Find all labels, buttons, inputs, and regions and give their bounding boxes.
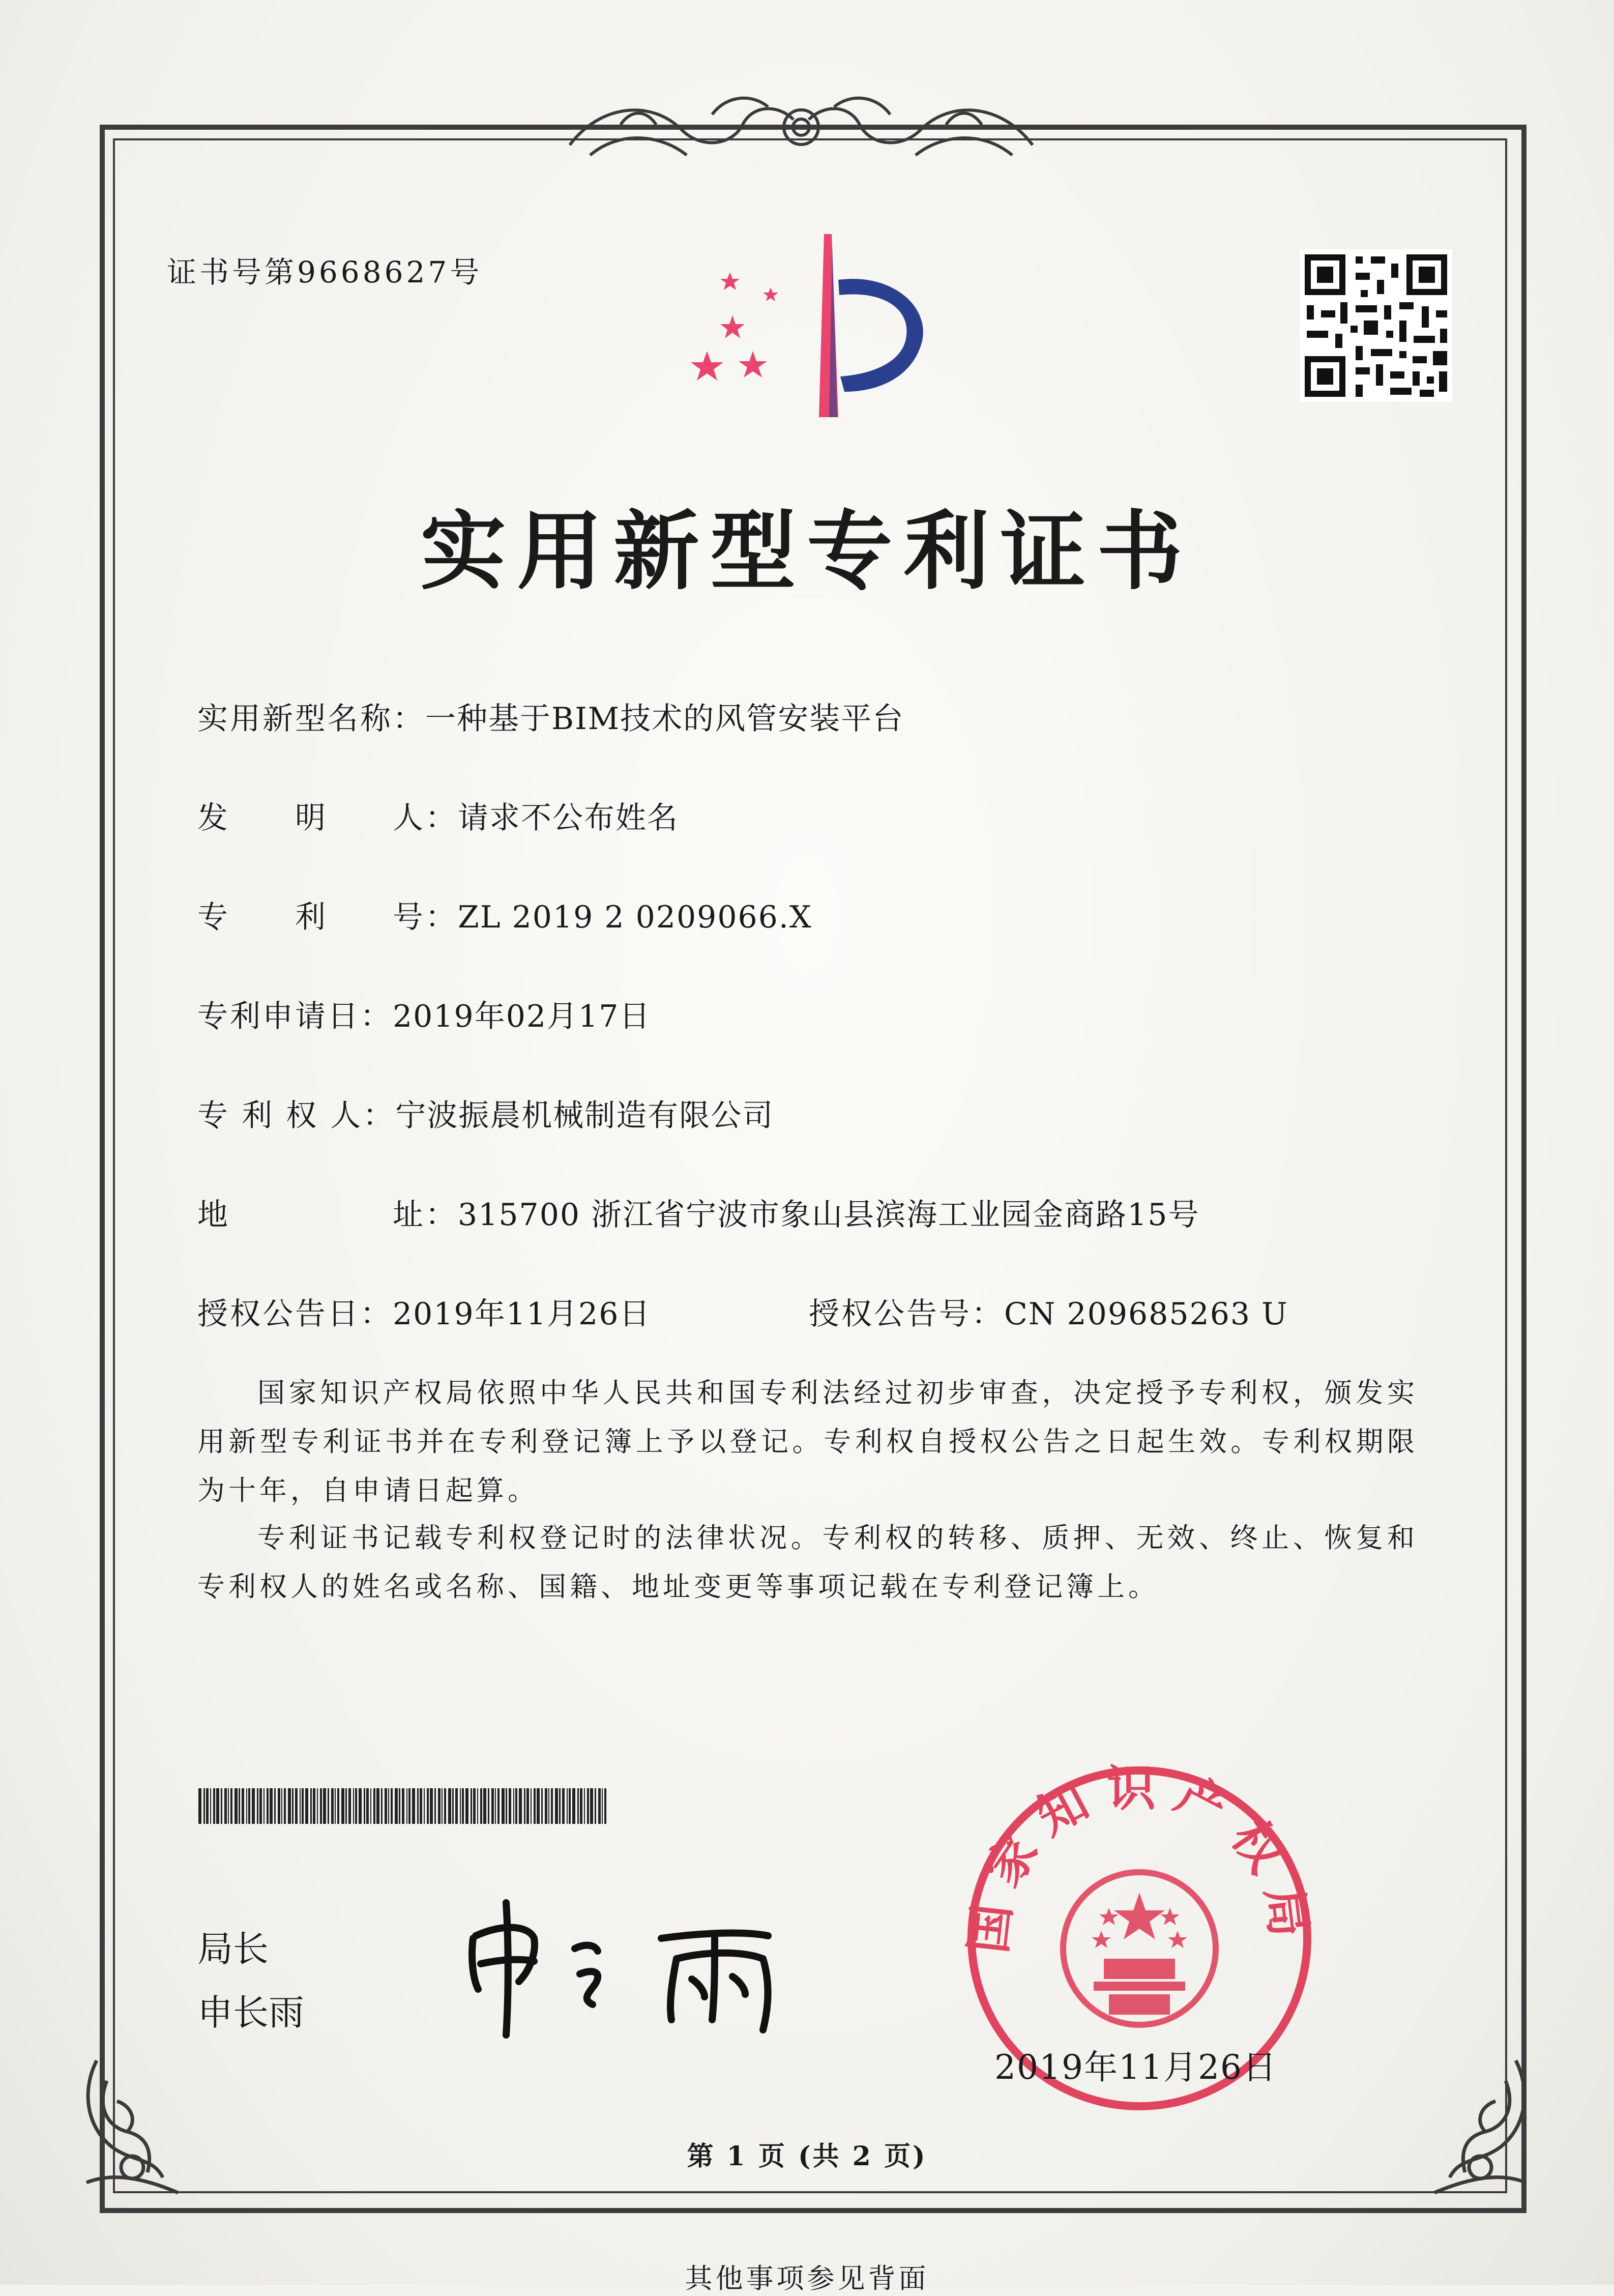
field-name-label: 实用新型名称： xyxy=(197,701,425,737)
field-inventor-label: 发 明 人： xyxy=(197,800,458,836)
field-name xyxy=(197,694,904,738)
certificate-number: 证书号第9668627号 xyxy=(167,255,483,289)
field-grant-number-label: 授权公告号： xyxy=(809,1296,1004,1332)
field-inventor xyxy=(197,794,679,837)
field-filing-date-label: 专利申请日： xyxy=(197,999,393,1034)
field-patent-number-label: 专 利 号： xyxy=(197,899,458,935)
field-address-value: 315700 浙江省宁波市象山县滨海工业园金商路15号 xyxy=(458,1197,1200,1233)
field-name-value: 一种基于BIM技术的风管安装平台 xyxy=(425,701,904,737)
bottom-left-ornament-icon xyxy=(76,2050,193,2198)
field-patent-number xyxy=(197,893,812,937)
page-number: 第 1 页 (共 2 页) xyxy=(687,2141,927,2172)
seal-date: 2019年11月26日 xyxy=(994,2048,1277,2087)
field-grant-date-value: 2019年11月26日 xyxy=(393,1296,651,1332)
director-title: 局长 xyxy=(197,1928,269,1970)
field-filing-date xyxy=(197,992,651,1036)
field-patentee xyxy=(197,1091,774,1135)
body-paragraph-2: 专利证书记载专利权登记时的法律状况。专利权的转移、质押、无效、终止、恢复和专利权人的姓名或名称、国籍、地址变更等事项记载在专利登记簿上。 xyxy=(197,1522,1418,1603)
seal-text: 国家知识产权局 xyxy=(959,1759,1320,1956)
handwritten-signature-icon xyxy=(458,1882,824,2045)
field-address-label: 地 址： xyxy=(197,1197,458,1233)
cnipa-emblem-icon xyxy=(677,224,941,427)
director-name: 申长雨 xyxy=(197,1992,304,2033)
footer-note: 其他事项参见背面 xyxy=(685,2262,929,2294)
body-paragraph-1: 国家知识产权局依照中华人民共和国专利法经过初步审查，决定授予专利权，颁发实用新型专利证书并在专利登记簿上予以登记。专利权自授权公告之日起生效。专利权期限为十年，自申请日起算。 xyxy=(197,1377,1418,1506)
qr-code-icon xyxy=(1300,249,1452,402)
field-grant-date xyxy=(197,1290,651,1333)
field-address xyxy=(197,1190,1199,1234)
certificate-title: 实用新型专利证书 xyxy=(420,502,1194,601)
field-inventor-value: 请求不公布姓名 xyxy=(458,800,679,836)
field-patentee-value: 宁波振晨机械制造有限公司 xyxy=(395,1098,774,1134)
top-ornament-icon xyxy=(560,84,1043,170)
field-grant-number xyxy=(809,1290,1288,1333)
field-patent-number-value: ZL 2019 2 0209066.X xyxy=(458,899,812,935)
field-grant-number-value: CN 209685263 U xyxy=(1004,1296,1288,1332)
field-filing-date-value: 2019年02月17日 xyxy=(393,999,651,1034)
field-patentee-label: 专 利 权 人： xyxy=(197,1098,396,1134)
barcode-icon xyxy=(198,1788,609,1824)
bottom-right-ornament-icon xyxy=(1419,2050,1536,2198)
field-grant-date-label: 授权公告日： xyxy=(197,1296,393,1332)
